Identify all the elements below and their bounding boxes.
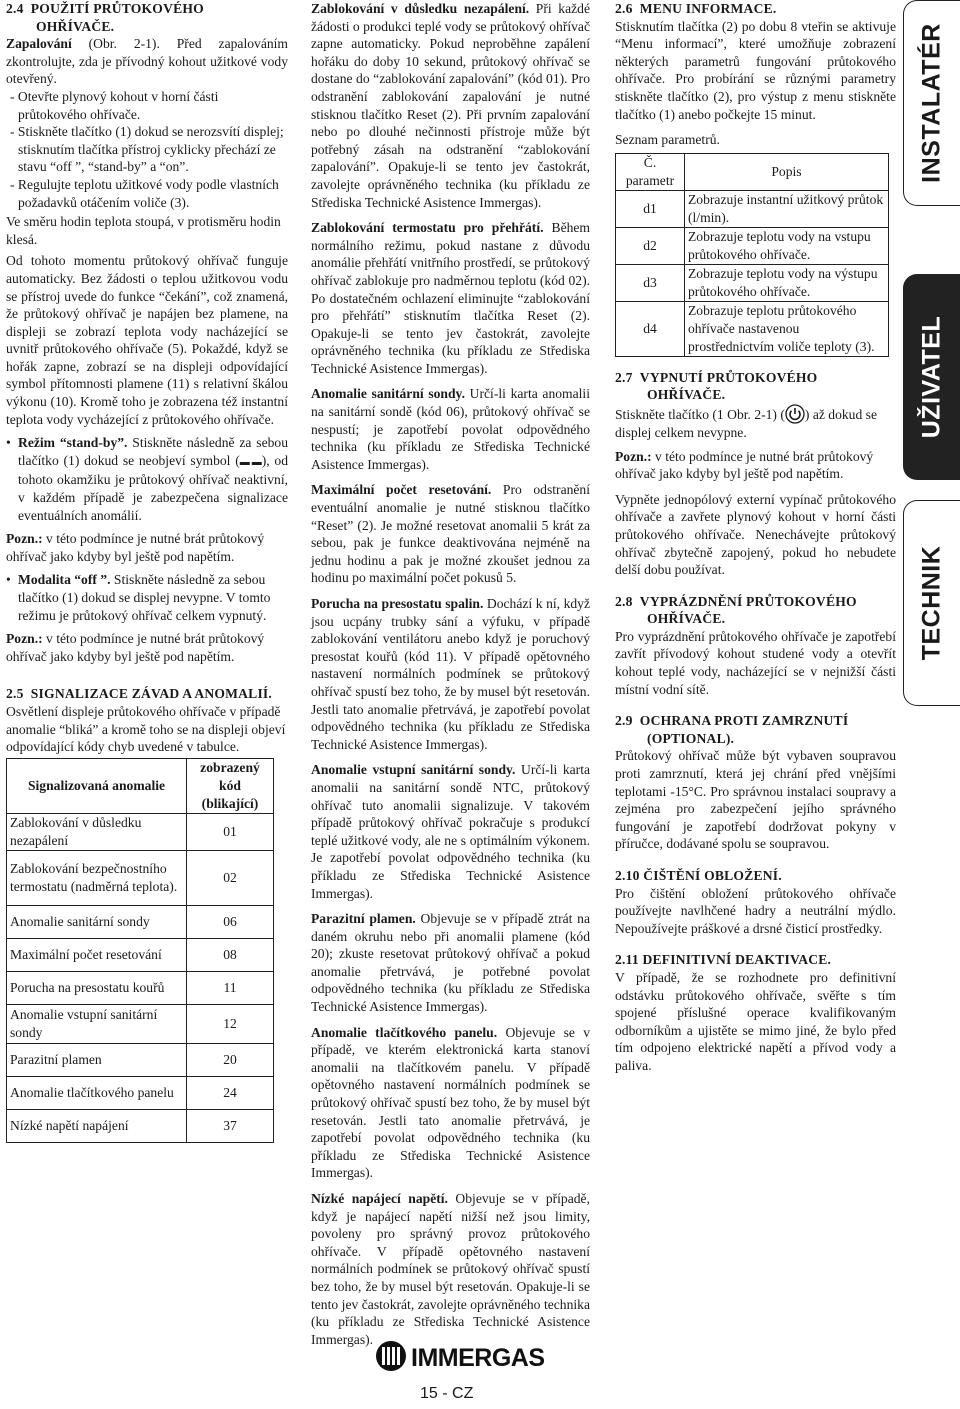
param-code: d1 xyxy=(616,190,685,227)
decommission-paragraph: V případě, že se rozhodnete pro definitivní odstávku průtokového ohřívače, svěřte s tím spojené příslušné operace kvalifikovaným odborníkům a ujistěte se mimo jiné, že bylo před tím odpojeno elektrické napětí a přívod vody a paliva. xyxy=(615,969,896,1073)
step-regulate-temp: - Regulujte teplotu užitkové vody podle vlastních požadavků otáčením voliče (3). xyxy=(10,176,279,210)
column-1 xyxy=(6,0,288,1143)
ignition-paragraph: Zapalování (Obr. 2-1). Před zapalováním zkontrolujte, zda je přívodný kohout užitkové vody otevřený. xyxy=(6,36,288,87)
off-mode-item: • Modalita “off ”. Stiskněte následně za sebou tlačítko (1) dokud se displej nevypne. V tomto režimu je průtokový ohřívač celkem vypnutý. xyxy=(6,571,288,624)
anomaly-code: 37 xyxy=(187,1109,274,1142)
param-desc: Zobrazuje instantní užitkový průtok (l/min). xyxy=(685,190,889,227)
table-row xyxy=(7,905,274,938)
column-3 xyxy=(615,0,896,1075)
anomaly-code: 11 xyxy=(187,971,274,1004)
anomaly-label: Maximální počet resetování xyxy=(7,938,187,971)
table-row xyxy=(7,1004,274,1043)
table-row xyxy=(616,264,889,301)
anomaly-code: 24 xyxy=(187,1076,274,1109)
max-reset-section: Maximální počet resetování. Pro odstranění eventuální anomalie je nutné stisknou tlačítko “Reset” (2). Je možné resetovat anomalii 5 krát za sebou, pak je funkce deaktivována nejméně na jednu hodinu a pak je možné zkoušet jednou za hodinu po maximální počet pokusů 5. xyxy=(311,482,591,586)
param-code: d2 xyxy=(616,227,685,264)
parasitic-flame-section: Parazitní plamen. Objevuje se v případě ztrát na daném okruhu nebo při anomalii plamene (kód 20); zkuste resetovat průtokový ohřívač a pokud anomalie přetrvává, je potřebné povolat odpovědného technika (ku příkladu ze Střediska Technické Asistence Immergas). xyxy=(311,911,590,1015)
param-desc: Zobrazuje teplotu vody na vstupu průtokového ohřívače. xyxy=(685,227,889,264)
param-desc: Zobrazuje teplotu průtokového ohřívače nastavenou prostřednictvím voliče teploty (3). xyxy=(685,301,889,356)
table-row xyxy=(7,813,274,850)
inlet-probe-section: Anomalie vstupní sanitární sondy. Určí-li karta anomalii na sanitární sondě NTC, průtokový ohřívač tuto anomalii signalizuje. V takovém případě průtokový ohřívač pokračuje s produkcí teplé užitkové vody, ale ne s optimálním výkonem. Je zapotřebí povolat odpovědného technika (ku příkladu ze Střediska Technické Asistence Immergas). xyxy=(311,762,591,901)
standby-symbol-icon: ▬ ▬ xyxy=(239,456,262,468)
anomaly-code: 08 xyxy=(187,938,274,971)
heading-2-7: 2.7 VYPNUTÍ PRŮTOKOVÉHO OHŘÍVAČE. xyxy=(615,369,818,403)
overheat-section: Zablokování termostatu pro přehřátí. Během normálního režimu, pokud nastane z důvodu anomálie přehřátí vnitřního prostředí, se průtokový ohřívač zablokuje pro nadměrnou teplotu (kód 02). Po dostatečném ochlazení eliminujte “zablokování pro přehřátí” stisknutím tlačítka Reset (2). Opakuje-li se tento jev častokrát, zavolejte oprávněného technika (ku příkladu ze Střediska Technické Asistence Immergas). xyxy=(311,220,591,376)
drain-paragraph: Pro vyprázdnění průtokového ohřívače je zapotřebí zavřít přívodový kohout studené vody a otevřít kohout teplé vody, nacházející se v nejnižší části místní vodní sítě. xyxy=(615,628,896,697)
param-code: d4 xyxy=(616,301,685,356)
heading-2-4: 2.4 POUŽITÍ PRŮTOKOVÉHO OHŘÍVAČE. xyxy=(6,1,204,34)
step-open-gas: - Otevřte plynový kohout v horní části průtokového ohřívače. xyxy=(10,88,219,122)
ignition-block-section: Zablokování v důsledku nezapálení. Při každé žádosti o produkci teplé vody se průtokový ohřívač zapne automaticky. Pokud neproběhne zapálení hořáku do doby 10 sekund, průtokový ohřívač se dostane do “zablokování zapalování” (kód 01). Pro odstranění zablokování zapalování je nutné stisknou tlačítko Reset (2). Při prvním zapalování nebo po dlouhé nečinnosti přístroje může být potřebný zásah na odstranění “zablokování zapalování”. Opakuje-li se tento jev častokrát, zavolejte oprávněného technika (ku příkladu ze Střediska Technické Asistence Immergas). xyxy=(311,1,590,210)
tab-technician[interactable] xyxy=(903,500,960,706)
heading-2-9: 2.9 OCHRANA PROTI ZAMRZNUTÍ (OPTIONAL). xyxy=(615,713,849,746)
anomaly-label: Anomalie vstupní sanitární sondy xyxy=(7,1004,187,1043)
anomaly-code: 06 xyxy=(187,905,274,938)
heading-2-8: 2.8 VYPRÁZDNĚNÍ PRŮTOKOVÉHO OHŘÍVAČE. xyxy=(615,593,857,627)
cleaning-paragraph: Pro čištění obložení průtokového ohřívače používejte navlhčené hadry a neutrální mýdlo. Nepoužívejte práškové a drsné čisticí prostředky. xyxy=(615,885,896,936)
table-row xyxy=(7,1076,274,1109)
flue-pressure-switch-section: Porucha na presostatu spalin. Dochází k ní, když jsou ucpány trubky sání a výfuku, v případě zablokování ventilátoru anebo když je poruchový presostat kouřů (kód 11). V případě opětovného nastavení normálních podmínek se průtokový ohřívač spustí bez toho, že by musel být resetován. Jestli tato anomalie přetrvává, je zapotřebí povolat odpovědného technika (ku příkladu ze Střediska Technické Asistence Immergas). xyxy=(311,596,590,752)
immergas-logo xyxy=(373,1336,545,1376)
switch-off-paragraph: Stiskněte tlačítko (1 Obr. 2-1) ( ) až dokud se displej celkem nevypne. xyxy=(615,404,896,442)
anomaly-code: 12 xyxy=(187,1004,274,1043)
column-2 xyxy=(311,0,590,1348)
step-press-button: - Stiskněte tlačítko (1) dokud se nerozsvítí displej; stisknutím tlačítka přístroj cyklicky přechází ze stavu “off ”, “stand-by” a “on”. xyxy=(10,124,284,175)
signal-paragraph: Osvětlení displeje průtokového ohřívače v případě anomalie “bliká” a kromě toho se na displeji objeví odpovídající kódy chyb uvedené v tabulce. xyxy=(6,703,286,755)
anomaly-label: Anomalie sanitární sondy xyxy=(7,905,187,938)
table-row xyxy=(616,227,889,264)
heading-2-11: 2.11 DEFINITIVNÍ DEAKTIVACE. xyxy=(615,952,832,968)
table-row xyxy=(7,971,274,1004)
tab-technician-label: TECHNIK xyxy=(917,545,946,661)
anomaly-label: Zablokování bezpečnostního termostatu (nadměrná teplota). xyxy=(7,850,187,905)
column-header-code: zobrazený kód (blikající) xyxy=(187,758,274,813)
table-row xyxy=(616,190,889,227)
automatic-paragraph: Od tohoto momentu průtokový ohřívač funguje automaticky. Bez žádosti o teplou užitkovou vodu se přístroj uvede do funkce “čekání”, což znamená, že průtokový ohřívač je napájen bez plamene, na displeji se zobrazí teplota vody nacházející se uvnitř průtokového ohřívače (5). Pokaždé, když se hořák zapne, zobrazí se na displeji odpovídající symbol přítomnosti plamene (11) s relativní škálou výkonu (10). Kromě toho je zobrazena též instantní teplota vody vycházející z průtokového ohřívače. xyxy=(6,253,288,427)
power-icon xyxy=(785,404,805,424)
note-1: Pozn.: v této podmínce je nutné brát průtokový ohřívač jako kdyby byl ještě pod napětím. xyxy=(6,531,265,564)
keypad-anomaly-section: Anomalie tlačítkového panelu. Objevuje se v případě, ve kterém elektronická karta stanoví anomalii na tlačítkovém panelu. V případě opětovného nastavení normálních podmínek se průtokový ohřívač spustí bez toho, že by musel být resetován. Jestli tato anomalie přetrvává, je zapotřebí povolat odpovědného technika (ku příkladu ze Střediska Technické Asistence Immergas). xyxy=(311,1024,590,1181)
table-header-row xyxy=(616,153,889,190)
heading-2-6: 2.6 MENU INFORMACE. xyxy=(615,1,777,16)
column-header-param: Č. parametr xyxy=(616,153,685,190)
heading-2-5: 2.5 SIGNALIZACE ZÁVAD A ANOMALIÍ. xyxy=(6,686,273,702)
tab-installer[interactable] xyxy=(903,0,960,206)
parameter-list-title: Seznam parametrů. xyxy=(615,132,720,148)
antifreeze-paragraph: Průtokový ohřívač může být vybaven soupravou proti zamrznutí, která jej chrání před vnějšími teplotami -15°C. Pro správnou instalaci soupravy a zejména pro zabezpečení jejího správného fungování je zapotřebí dodržovat pokyny v příručce, dodávané spolu se soupravou. xyxy=(615,748,896,852)
anomaly-label: Zablokování v důsledku nezapálení xyxy=(7,813,187,850)
param-desc: Zobrazuje teplotu vody na výstupu průtokového ohřívače. xyxy=(685,264,889,301)
anomaly-code: 02 xyxy=(187,850,274,905)
note-switch-off: Pozn.: v této podmínce je nutné brát průtokový ohřívač jako kdyby byl ještě pod napětím. xyxy=(615,448,874,482)
tab-installer-label: INSTALATÉR xyxy=(917,23,946,183)
svg-text:IMMERGAS: IMMERGAS xyxy=(411,1344,545,1372)
heading-2-10: 2.10 ČIŠTĚNÍ OBLOŽENÍ. xyxy=(615,868,782,883)
tab-user-label: UŽIVATEL xyxy=(917,315,946,439)
table-row xyxy=(7,1109,274,1142)
table-row xyxy=(616,301,889,356)
disconnect-paragraph: Vypněte jednopólový externí vypínač průtokového ohřívače a zavřete plynový kohout v horní části průtokového ohřívače. Nenechávejte průtokový ohřívač zbytečně zapojený, pokud ho nebudete delší dobu používat. xyxy=(615,491,896,578)
sanitary-probe-section: Anomalie sanitární sondy. Určí-li karta anomalii na sanitární sondě (kód 06), průtokový ohřívač se nespustí; je zapotřebí povolat odpovědného technika (ku příkladu ze Střediska Technické Asistence Immergas). xyxy=(311,386,590,472)
column-header-desc: Popis xyxy=(685,153,889,190)
anomaly-code: 01 xyxy=(187,813,274,850)
info-menu-paragraph: Stisknutím tlačítka (2) po dobu 8 vteřin se aktivuje “Menu informací”, které umožňuje zobrazení některých parametrů fungování průtokového ohřívače. Pro probírání se různými parametry stiskněte tlačítko (2), pro výstup z menu stiskněte tlačítko (1) anebo počkejte 15 minut. xyxy=(615,18,896,122)
anomaly-code: 20 xyxy=(187,1043,274,1076)
standby-item: • Režim “stand-by”. Stiskněte následně za sebou tlačítko (1) dokud se neobjeví symbol (▬ ▬), od tohoto okamžiku je průtokový ohřívač neaktivní, v každém případě je zabezpečena signalizace eventuálních anomálií. xyxy=(6,434,288,524)
low-voltage-section: Nízké napájecí napětí. Objevuje se v případě, když je napájecí napětí nižší než jsou limity, povoleny pro správný provoz průtokového ohřívače. V případě opětovného nastavení normálních podmínek se průtokový ohřívač spustí bez toho, že by musel být resetován. Opakuje-li se tento jev častokrát, zavolejte oprávněného technika (ku příkladu ze Střediska Technické Asistence Immergas). xyxy=(311,1191,590,1347)
anomaly-label: Porucha na presostatu kouřů xyxy=(7,971,187,1004)
parameter-table xyxy=(615,153,889,357)
column-header-signal: Signalizovaná anomalie xyxy=(7,758,187,813)
table-row xyxy=(7,938,274,971)
anomaly-label: Nízké napětí napájení xyxy=(7,1109,187,1142)
clockwise-note: Ve směru hodin teplota stoupá, v protisměru hodin klesá. xyxy=(6,214,281,247)
page-number: 15 - CZ xyxy=(420,1385,474,1402)
immergas-logo-icon xyxy=(373,1336,545,1376)
anomaly-label: Anomalie tlačítkového panelu xyxy=(7,1076,187,1109)
table-header-row xyxy=(7,758,274,813)
table-row xyxy=(7,1043,274,1076)
tab-user[interactable] xyxy=(903,274,960,480)
error-code-table xyxy=(6,758,274,1143)
table-row xyxy=(7,850,274,905)
anomaly-label: Parazitní plamen xyxy=(7,1043,187,1076)
note-2: Pozn.: v této podmínce je nutné brát průtokový ohřívač jako kdyby byl ještě pod napětím. xyxy=(6,631,265,664)
param-code: d3 xyxy=(616,264,685,301)
